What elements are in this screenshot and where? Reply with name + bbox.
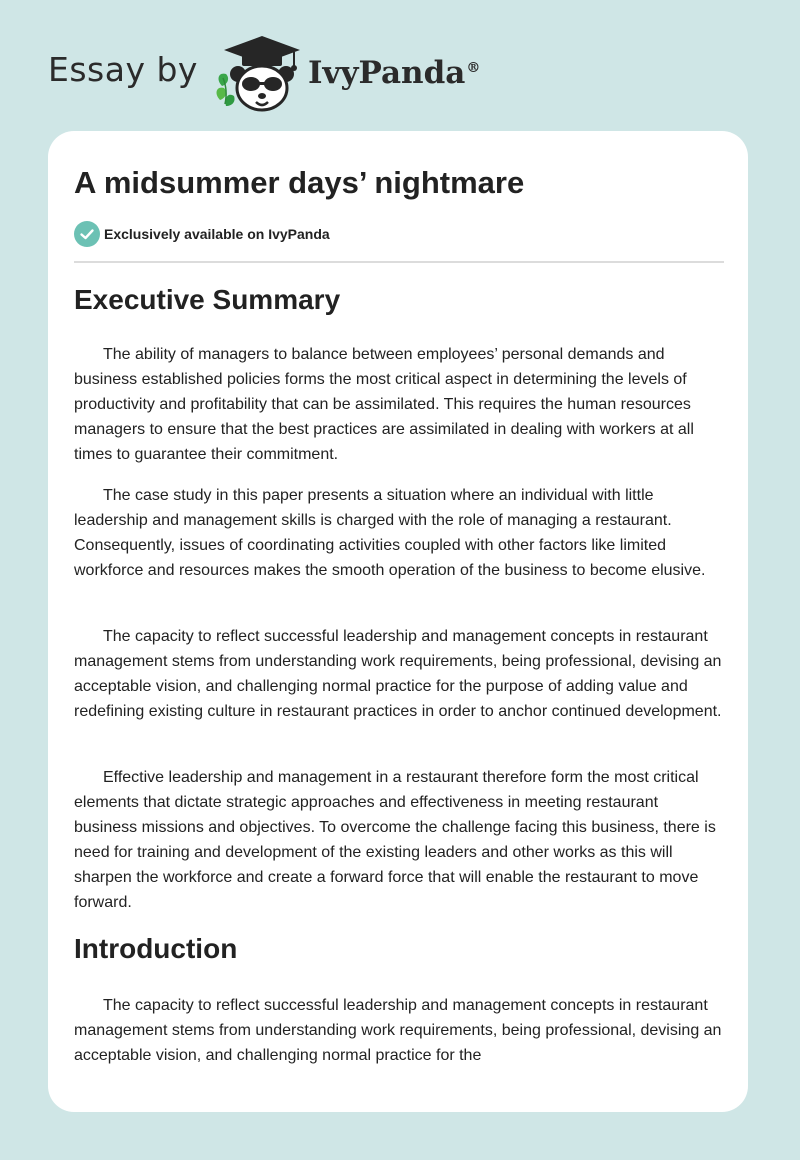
paragraph: The capacity to reflect successful leadership and management concepts in restaurant management stems from understanding work requirements, being professional, devising an acceptable vision, and challenging normal practice for the bbox=[74, 997, 722, 1064]
essay-card bbox=[48, 131, 748, 1112]
brand-name: IvyPanda® bbox=[307, 55, 481, 91]
paragraph: The capacity to reflect successful leadership and management concepts in restaurant management stems from understanding work requirements, being professional, devising an acceptable vision, and challenging normal practice for the purpose of adding value and redefining existing culture in restaurant practices in order to anchor continued development. bbox=[74, 628, 722, 720]
paragraph: Effective leadership and management in a restaurant therefore form the most critical elements that dictate strategic approaches and effectiveness in meeting restaurant business missions and objectives. To overcome the challenge facing this business, there is need for training and development of the existing leaders and other works as this will sharpen the workforce and create a forward force that will enable the restaurant to move forward. bbox=[74, 769, 716, 911]
section-heading-executive-summary: Executive Summary bbox=[74, 284, 341, 315]
exclusive-badge-text: Exclusively available on IvyPanda bbox=[104, 226, 330, 242]
title-divider bbox=[74, 261, 724, 263]
section-heading-introduction: Introduction bbox=[74, 933, 238, 964]
paragraph: The ability of managers to balance between employees’ personal demands and business established policies forms the most critical aspect in determining the levels of productivity and profitability that can be assimilated. This requires the human resources managers to ensure that the best practices are assimilated in dealing with workers at all times to guarantee their commitment. bbox=[74, 346, 694, 463]
registered-mark: ® bbox=[466, 59, 481, 76]
site-header bbox=[48, 34, 480, 114]
exclusive-badge bbox=[74, 221, 330, 247]
check-circle-icon bbox=[74, 221, 100, 247]
panda-graduate-icon[interactable] bbox=[214, 34, 306, 114]
page-title: A midsummer days’ nightmare bbox=[74, 165, 525, 200]
paragraph: The case study in this paper presents a situation where an individual with little leadership and management skills is charged with the role of managing a restaurant. Consequently, issues of coordinating activities coupled with other factors like limited workforce and resources makes the smooth operation of the business to become elusive. bbox=[74, 487, 706, 579]
essay-by-label: Essay by bbox=[48, 49, 198, 89]
